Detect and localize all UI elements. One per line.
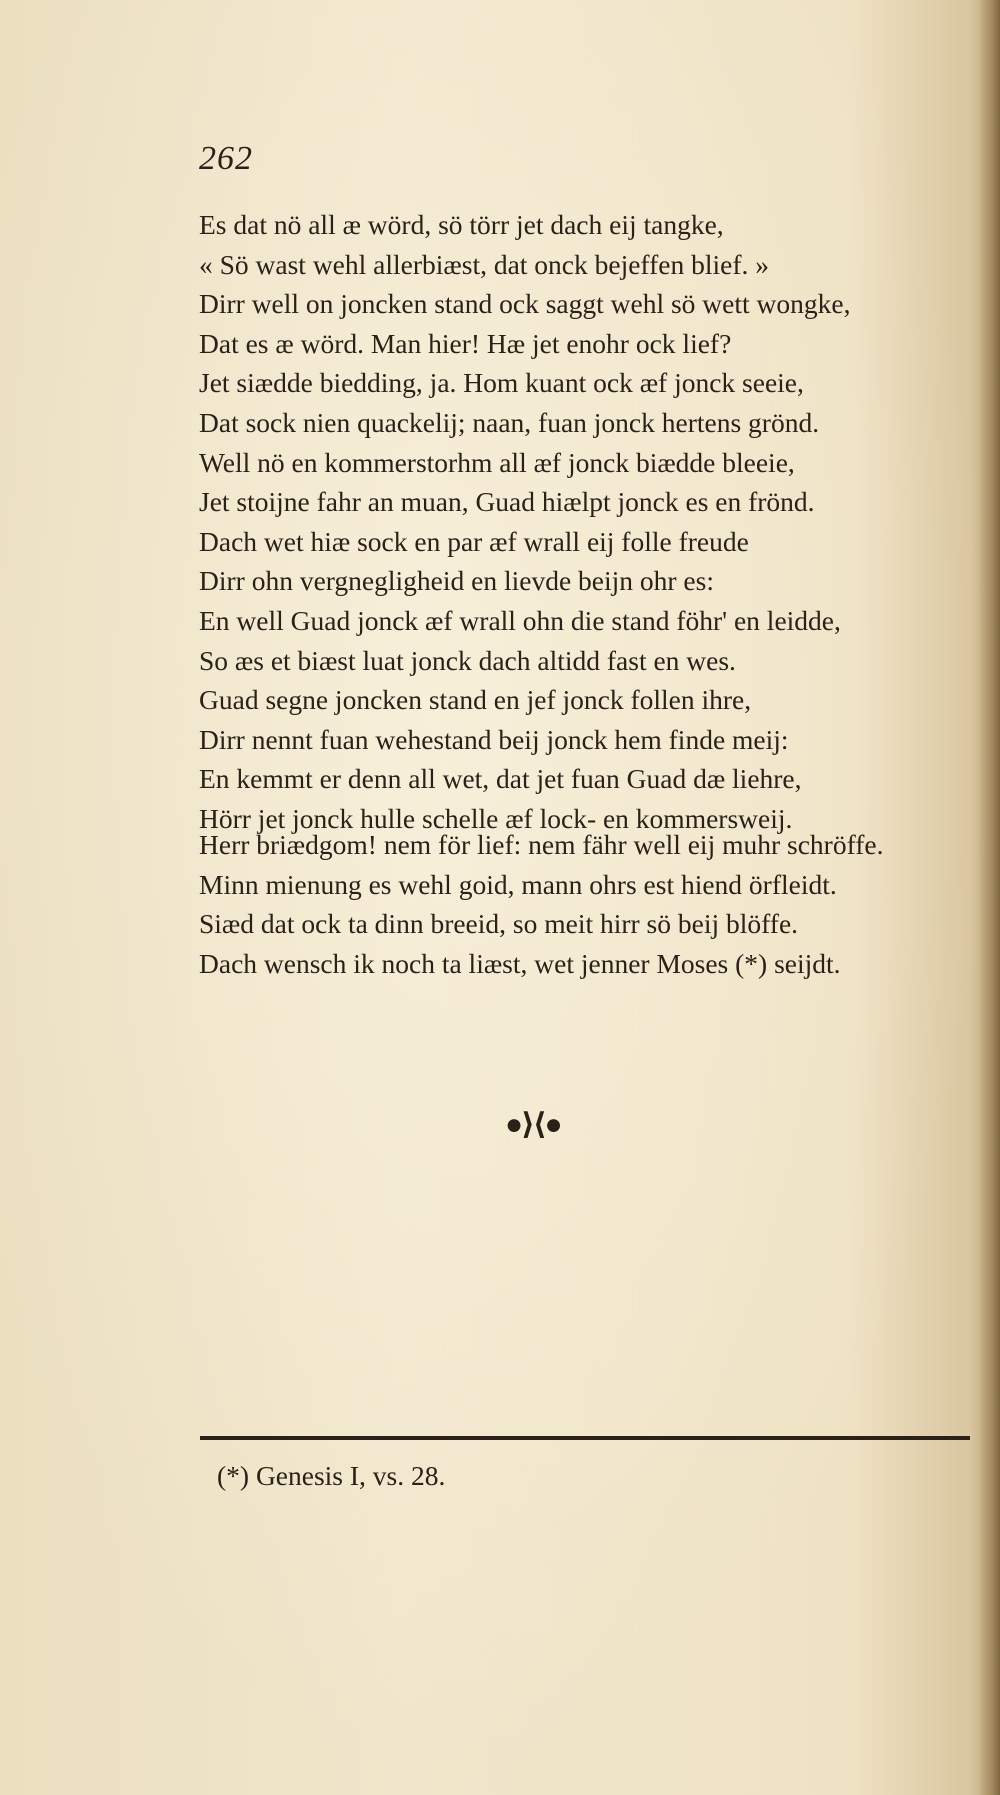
poem-line: Dach wet hiæ sock en par æf wrall eij folle freude	[199, 525, 749, 557]
poem-line: Minn mienung es wehl goid, mann ohrs est hiend örfleidt.	[199, 868, 837, 900]
poem-line: Dirr well on joncken stand ock saggt wehl sö wett wongke,	[199, 288, 851, 320]
poem-line: Jet siædde biedding, ja. Hom kuant ock æf jonck seeie,	[199, 367, 804, 399]
poem-line: Hörr jet jonck hulle schelle æf lock- en kommersweij.	[199, 802, 793, 834]
poem-line: Dat es æ wörd. Man hier! Hæ jet enohr ock lief?	[199, 327, 732, 359]
poem-line: Dirr nennt fuan wehestand beij jonck hem finde meij:	[199, 723, 789, 755]
printer-ornament: ●⟩⟨●	[505, 1108, 561, 1141]
poem-line: Dat sock nien quackelij; naan, fuan jonck hertens grönd.	[199, 406, 820, 438]
poem-stanza-two	[199, 825, 919, 983]
page-edge-shadow	[978, 0, 1000, 1795]
poem-line: Jet stoijne fahr an muan, Guad hiælpt jonck es en frönd.	[199, 486, 815, 518]
poem-line: Es dat nö all æ wörd, sö törr jet dach eij tangke,	[199, 209, 724, 240]
poem-stanza-one	[199, 205, 919, 839]
poem-line: En kemmt er denn all wet, dat jet fuan Guad dæ liehre,	[199, 763, 802, 795]
poem-line: Dirr ohn vergnegligheid en lievde beijn ohr es:	[199, 565, 714, 597]
footnote-rule	[200, 1436, 970, 1440]
poem-line: So æs et biæst luat jonck dach altidd fast en wes.	[199, 644, 736, 676]
poem-line: En well Guad jonck æf wrall ohn die stand föhr' en leidde,	[199, 604, 841, 636]
poem-line: Herr briædgom! nem för lief: nem fähr well eij muhr schröffe.	[199, 829, 884, 860]
poem-line: Well nö en kommerstorhm all æf jonck biædde bleeie,	[199, 446, 795, 478]
page-number: 262	[199, 140, 253, 177]
poem-line: Siæd dat ock ta dinn breeid, so meit hirr sö beij blöffe.	[199, 908, 799, 940]
poem-line: Dach wensch ik noch ta liæst, wet jenner Moses (*) seijdt.	[199, 947, 841, 979]
poem-line: Guad segne joncken stand en jef jonck follen ihre,	[199, 684, 752, 716]
footnote: (*) Genesis I, vs. 28.	[217, 1460, 446, 1491]
poem-line: « Sö wast wehl allerbiæst, dat onck bejeffen blief. »	[199, 248, 769, 280]
